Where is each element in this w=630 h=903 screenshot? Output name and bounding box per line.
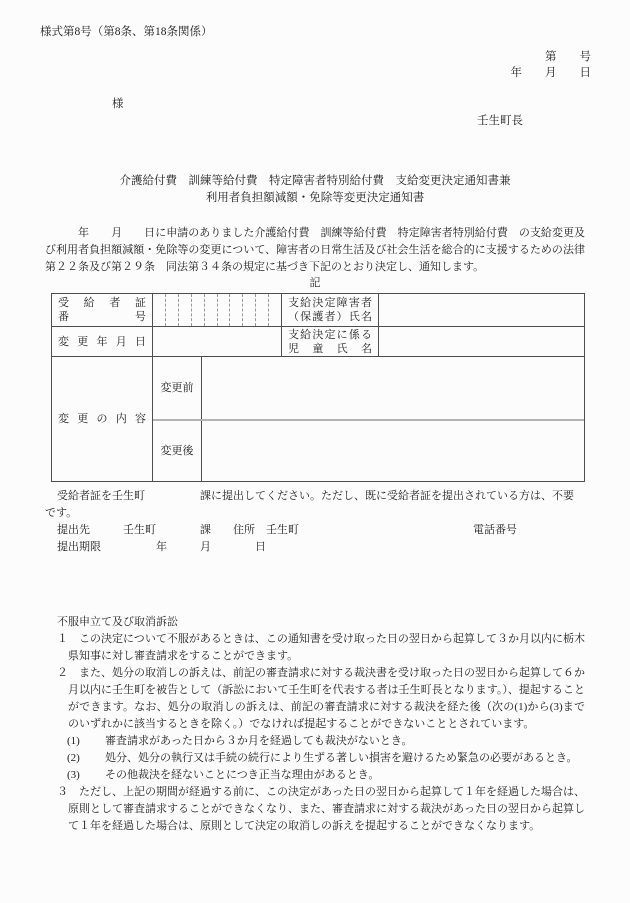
recipient-number-digit-box xyxy=(268,294,281,326)
document-title xyxy=(0,173,630,207)
issuer-name: 壬生町長 xyxy=(477,115,523,127)
document-title-line1: 介護給付費 訓練等給付費 特定障害者特別給付費 支給変更決定通知書兼 xyxy=(119,175,511,187)
child-name-field xyxy=(379,327,584,356)
recipient-cert-number-label: 受給者証 番号 xyxy=(52,294,153,326)
issue-date: 年 月 日 xyxy=(510,67,591,79)
recipient-number-digit-box xyxy=(204,294,217,326)
recipient-cert-number-field xyxy=(153,294,282,326)
phone-number-label: 電話番号 xyxy=(473,524,517,536)
record-marker: 記 xyxy=(309,277,321,289)
before-change-field xyxy=(202,357,584,419)
appeal-item-3 xyxy=(45,784,585,835)
recipient-number-digit-box xyxy=(165,294,178,326)
appeal-subitem-1-number: (1) xyxy=(67,735,80,747)
submit-note-line1: 受給者証を壬生町 課に提出してください。ただし、既に受給者証を提出されている方は、不要 xyxy=(57,490,574,502)
grantee-name-label: 支給決定障害者 （保護者）氏名 xyxy=(282,294,379,326)
before-change-row xyxy=(153,357,584,421)
appeal-heading: 不服申立て及び取消訴訟 xyxy=(57,616,178,628)
recipient-number-digit-box xyxy=(178,294,191,326)
form-id-label: 様式第8号（第8条、第18条関係） xyxy=(40,26,213,38)
appeal-item-1-text: この決定について不服があるときは、この通知書を受け取った日の翌日から起算して３か月以内に栃木県知事に対し審査請求をすることができます。 xyxy=(68,633,585,662)
intro-paragraph: 年 月 日に申請のありました介護給付費 訓練等給付費 特定障害者特別給付費 の支給変更及び利用者負担額減額・免除等の変更について、障害者の日常生活及び社会生活を総合的に支援するための法律第２２条及び第２９条 同法第３４条の規定に基づき下記のとおり決定し、通知します。 xyxy=(45,227,585,273)
change-content-label: 変更の内容 xyxy=(52,357,153,481)
appeal-subitem-1 xyxy=(45,733,585,750)
child-name-label: 支給決定に係る 児童氏名 xyxy=(282,327,379,356)
recipient-number-digit-box xyxy=(242,294,255,326)
appeal-item-2 xyxy=(45,665,585,733)
appeal-item-1 xyxy=(45,631,585,665)
table-row xyxy=(52,327,584,357)
document-title-line2: 利用者負担額減額・免除等変更決定通知書 xyxy=(205,192,425,204)
recipient-number-digit-box xyxy=(255,294,268,326)
appeal-subitem-2 xyxy=(45,750,585,767)
after-change-row xyxy=(153,421,584,481)
document-number: 第 号 xyxy=(545,51,591,63)
appeal-subitem-3-text: その他裁決を経ないことにつき正当な理由があるとき。 xyxy=(105,769,380,781)
appeal-item-2-number: ２ xyxy=(57,667,68,679)
appeal-subitem-2-number: (2) xyxy=(67,752,80,764)
submission-deadline-line: 提出期限 年 月 日 xyxy=(57,541,266,553)
appeal-subitem-1-text: 審査請求があった日から３か月を経過しても裁決がないとき。 xyxy=(105,735,413,747)
submit-destination-line: 提出先 壬生町 課 住所 壬生町 xyxy=(57,524,299,536)
recipient-number-digit-box xyxy=(153,294,165,326)
submit-note-line2: です。 xyxy=(45,507,78,519)
recipient-number-digit-box xyxy=(229,294,242,326)
after-change-label: 変更後 xyxy=(153,421,202,481)
change-date-field xyxy=(153,327,282,356)
appeal-item-1-number: １ xyxy=(57,633,68,645)
recipient-number-digit-box xyxy=(191,294,204,326)
change-date-label: 変更年月日 xyxy=(52,327,153,356)
table-row xyxy=(52,357,584,481)
appeal-item-3-number: ３ xyxy=(57,786,68,798)
decision-table xyxy=(51,293,585,482)
table-row xyxy=(52,294,584,327)
appeal-subitem-2-text: 処分、処分の執行又は手続の続行により生ずる著しい損害を避けるため緊急の必要があるとき。 xyxy=(105,752,578,764)
before-change-label: 変更前 xyxy=(153,357,202,419)
change-content-subtable xyxy=(153,357,584,481)
recipient-number-digit-box xyxy=(217,294,230,326)
appeal-item-3-text: ただし、上記の期間が経過する前に、この決定があった日の翌日から起算して１年を経過した場合は、原則として審査請求することができなくなり、また、審査請求に対する裁決があった日の翌日から起算して１年を経過した場合は、原則として決定の取消しの訴えを提起することができなくなります。 xyxy=(68,786,585,832)
after-change-field xyxy=(202,421,584,481)
appeal-item-2-text: また、処分の取消しの訴えは、前記の審査請求に対する裁決書を受け取った日の翌日から起算して６か月以内に壬生町を被告として（訴訟において壬生町を代表する者は壬生町長となります。）、提起することができます。なお、処分の取消しの訴えは、前記の審査請求に対する裁決を経た後（次の(1)から(3)までのいずれかに該当するときを除く。）でなければ提起することができないこととされています。 xyxy=(68,667,585,730)
appeal-section xyxy=(45,614,585,835)
addressee-honorific: 様 xyxy=(112,98,124,110)
appeal-subitem-3-number: (3) xyxy=(67,769,80,781)
appeal-subitem-3 xyxy=(45,767,585,784)
grantee-name-field xyxy=(379,294,584,326)
